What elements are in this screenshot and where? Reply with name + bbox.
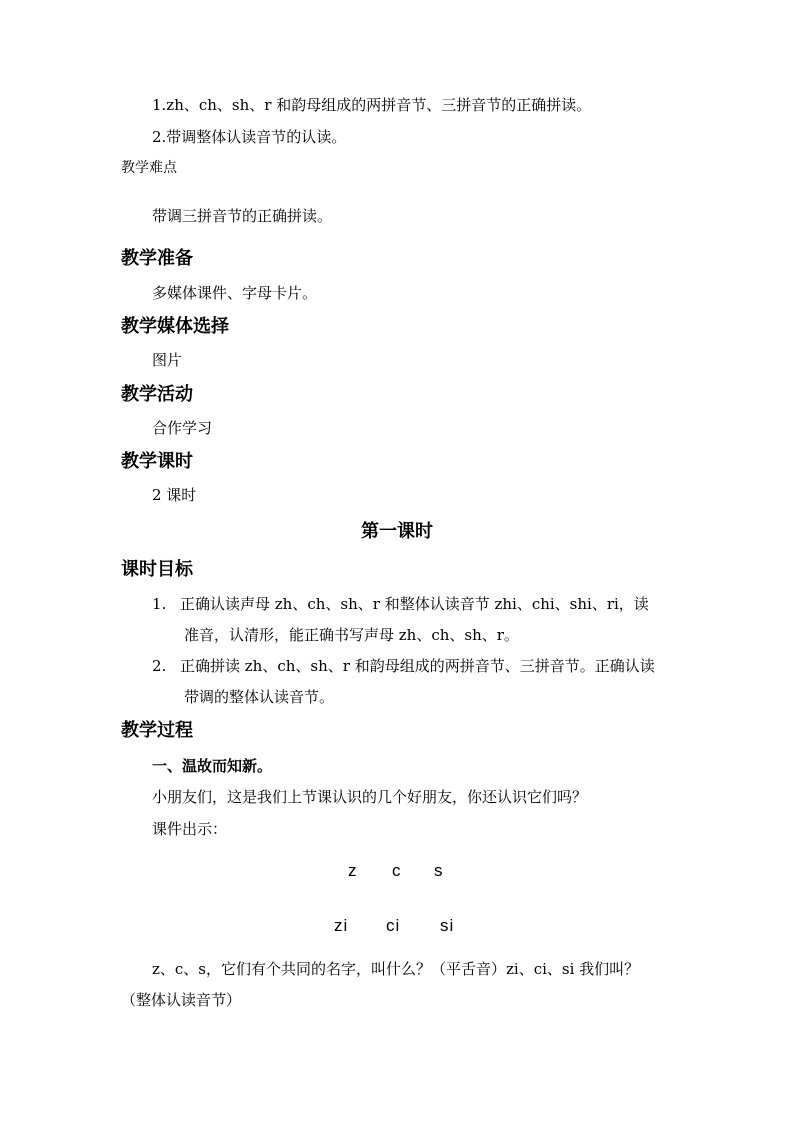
process-heading: 教学过程 (121, 720, 193, 741)
objective-text-1-line2: 准音，认清形，能正确书写声母 zh、ch、sh、r。 (184, 626, 519, 644)
objectives-heading: 课时目标 (121, 559, 193, 580)
letter-z: z (348, 861, 358, 880)
activity-text: 合作学习 (152, 419, 213, 437)
difficulty-label: 教学难点 (121, 160, 177, 176)
preparation-text: 多媒体课件、字母卡片。 (152, 284, 318, 302)
objective-num-1: 1. (152, 595, 167, 613)
hours-text: 2 课时 (152, 486, 197, 504)
process-step-1: 一、温故而知新。 (152, 757, 273, 775)
objective-item-2 (152, 659, 655, 674)
hours-heading: 教学课时 (121, 451, 193, 472)
syllable-si: si (440, 916, 455, 935)
letter-s: s (434, 861, 444, 880)
process-para-2: 课件出示： (152, 820, 228, 838)
objective-text-2-line1: 正确拼读 zh、ch、sh、r 和韵母组成的两拼音节、三拼音节。正确认读 (180, 657, 655, 675)
objective-item-1 (152, 597, 649, 612)
syllable-ci: ci (386, 916, 401, 935)
preparation-heading: 教学准备 (121, 248, 193, 269)
objective-text-1-line1: 正确认读声母 zh、ch、sh、r 和整体认读音节 zhi、chi、shi、ri，读 (180, 595, 649, 613)
letter-c: c (392, 861, 402, 880)
lesson-title: 第一课时 (361, 521, 433, 542)
process-para-3-line1: z、c、s，它们有个共同的名字，叫什么？（平舌音）zi、ci、si 我们叫？ (152, 960, 640, 978)
syllable-zi: zi (334, 916, 349, 935)
process-para-3-line2: （整体认读音节） (121, 991, 242, 1009)
difficulty-text: 带调三拼音节的正确拼读。 (152, 207, 333, 225)
objective-text-2-line2: 带调的整体认读音节。 (184, 688, 335, 706)
media-heading: 教学媒体选择 (121, 316, 229, 337)
media-text: 图片 (152, 351, 183, 369)
objective-num-2: 2. (152, 657, 167, 675)
activity-heading: 教学活动 (121, 384, 193, 405)
key-point-2: 2.带调整体认读音节的认读。 (152, 128, 347, 146)
key-point-1: 1.zh、ch、sh、r 和韵母组成的两拼音节、三拼音节的正确拼读。 (152, 96, 592, 114)
process-para-1: 小朋友们，这是我们上节课认识的几个好朋友，你还认识它们吗？ (152, 788, 588, 806)
